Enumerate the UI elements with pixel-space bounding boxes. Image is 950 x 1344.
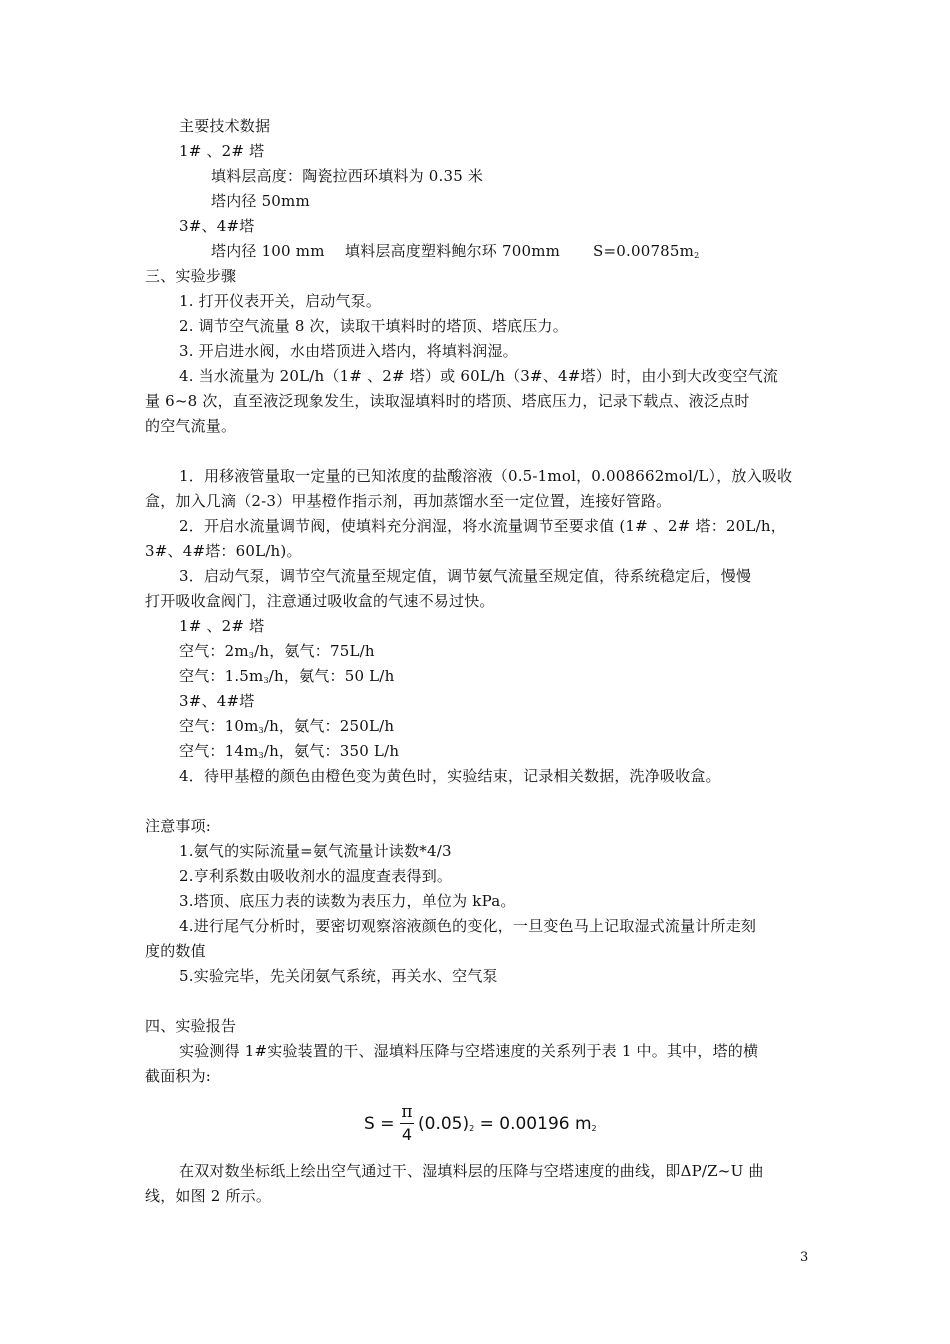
flow-setting-1: 空气：$2m_3/h$，氨气：75L/h bbox=[179, 642, 375, 660]
step-3: 3. 开启进水阀，水由塔顶进入塔内，将填料润湿。 bbox=[179, 342, 518, 360]
report-paragraph-2-line-1: 在双对数坐标纸上绘出空气通过干、湿填料层的压降与空塔速度的曲线，即ΔP/Z~U 曲 bbox=[179, 1162, 764, 1180]
step-4-line-3: 的空气流量。 bbox=[145, 417, 237, 435]
formula-fraction bbox=[400, 1102, 414, 1145]
report-paragraph-1-line-1: 实验测得 1#实验装置的干、湿填料压降与空塔速度的关系列于表 1 中。其中，塔的横 bbox=[179, 1042, 759, 1060]
formula-numerator: π bbox=[401, 1102, 413, 1122]
page-number: 3 bbox=[800, 1250, 809, 1265]
tech-tower-12-height: 填料层高度：陶瓷拉西环填料为 0.35 米 bbox=[211, 167, 484, 185]
cross-section-formula bbox=[364, 1102, 604, 1154]
note-3: 3.塔顶、底压力表的读数为表压力，单位为 kPa。 bbox=[179, 892, 516, 910]
absorb-step-2-line-2: 3#、4#塔：60L/h)。 bbox=[145, 542, 302, 560]
report-heading: 四、实验报告 bbox=[145, 1017, 237, 1035]
report-paragraph-2-line-2: 线，如图 2 所示。 bbox=[145, 1187, 272, 1205]
absorb-step-3-line-2: 打开吸收盒阀门，注意通过吸收盒的气速不易过快。 bbox=[145, 592, 495, 610]
tech-tower-12-diameter: 塔内径 50mm bbox=[211, 192, 310, 210]
tech-tower-12: 1# 、2# 塔 bbox=[179, 142, 265, 160]
formula-lhs: S = bbox=[364, 1114, 395, 1134]
steps-heading: 三、实验步骤 bbox=[145, 267, 237, 285]
note-2: 2.亨利系数由吸收剂水的温度查表得到。 bbox=[179, 867, 453, 885]
tech-tower-34-area: $S=0.00785m_2$ bbox=[593, 242, 700, 260]
flow-setting-3: 空气：$10m_3/h$，氨气：250L/h bbox=[179, 717, 395, 735]
absorb-step-1-line-2: 盒，加入几滴（2-3）甲基橙作指示剂，再加蒸馏水至一定位置，连接好管路。 bbox=[145, 492, 672, 510]
tech-heading: 主要技术数据 bbox=[179, 117, 271, 135]
note-5: 5.实验完毕，先关闭氨气系统，再关水、空气泵 bbox=[179, 967, 498, 985]
absorb-tower-34: 3#、4#塔 bbox=[179, 692, 255, 710]
step-1: 1. 打开仪表开关，启动气泵。 bbox=[179, 292, 382, 310]
step-4-line-2: 量 6~8 次，直至液泛现象发生，读取湿填料时的塔顶、塔底压力，记录下载点、液泛点时 bbox=[145, 392, 750, 410]
note-1: 1.氨气的实际流量=氨气流量计读数*4/3 bbox=[179, 842, 452, 860]
absorb-tower-12: 1# 、2# 塔 bbox=[179, 617, 265, 635]
absorb-step-1-line-1: 1．用移液管量取一定量的已知浓度的盐酸溶液（0.5-1mol，0.008662mol/L），放入吸收 bbox=[179, 467, 793, 485]
fraction-bar bbox=[400, 1123, 414, 1124]
report-paragraph-1-line-2: 截面积为: bbox=[145, 1067, 212, 1085]
tech-tower-34: 3#、4#塔 bbox=[179, 217, 255, 235]
notes-heading: 注意事项: bbox=[145, 817, 212, 835]
note-4-line-2: 度的数值 bbox=[145, 942, 206, 960]
flow-setting-2: 空气：$1.5m_3/h$，氨气：50 L/h bbox=[179, 667, 395, 685]
absorb-step-2-line-1: 2．开启水流量调节阀，使填料充分润湿，将水流量调节至要求值 (1# 、2# 塔：20L/h， bbox=[179, 517, 786, 535]
step-2: 2. 调节空气流量 8 次，读取干填料时的塔顶、塔底压力。 bbox=[179, 317, 568, 335]
tech-tower-34-height: 填料层高度塑料鲍尔环 700mm bbox=[345, 242, 561, 260]
formula-denominator: 4 bbox=[401, 1125, 413, 1144]
absorb-step-4: 4．待甲基橙的颜色由橙色变为黄色时，实验结束，记录相关数据，洗净吸收盒。 bbox=[179, 767, 721, 785]
note-4-line-1: 4.进行尾气分析时，要密切观察溶液颜色的变化，一旦变色马上记取湿式流量计所走刻 bbox=[179, 917, 757, 935]
step-4-line-1: 4. 当水流量为 20L/h（1# 、2# 塔）或 60L/h（3#、4#塔）时，由小到大改变空气流 bbox=[179, 367, 779, 385]
formula-rhs: $(0.05)_2 = 0.00196$ $m_2$ bbox=[418, 1114, 597, 1134]
absorb-step-3-line-1: 3．启动气泵，调节空气流量至规定值，调节氨气流量至规定值，待系统稳定后，慢慢 bbox=[179, 567, 752, 585]
tech-tower-34-diameter: 塔内径 100 mm bbox=[211, 242, 325, 260]
flow-setting-4: 空气：$14m_3/h$，氨气：350 L/h bbox=[179, 742, 400, 760]
